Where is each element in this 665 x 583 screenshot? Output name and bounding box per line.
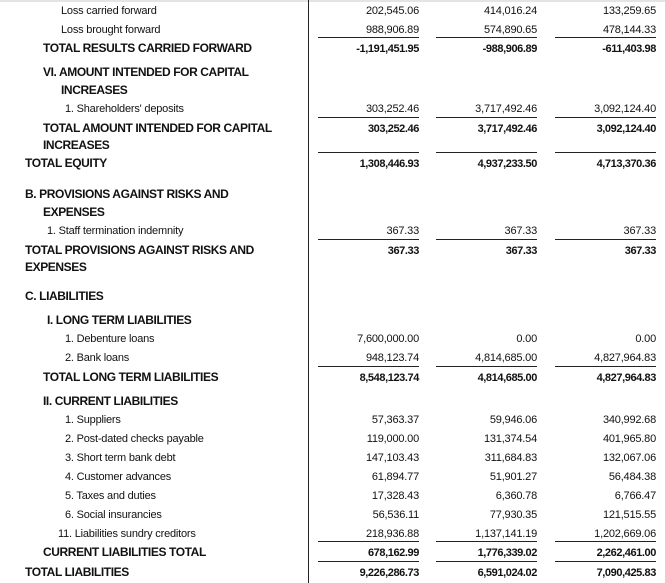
line-item-label: 1. Suppliers: [65, 414, 121, 426]
total-label: TOTAL LONG TERM LIABILITIES: [43, 370, 219, 384]
value-cell-col1: 988,906.89: [365, 24, 419, 36]
total-underline: [555, 541, 656, 542]
total-underline: [318, 561, 419, 562]
section-heading: EXPENSES: [25, 260, 87, 274]
total-underline: [318, 541, 419, 542]
section-heading: B. PROVISIONS AGAINST RISKS AND: [25, 187, 229, 201]
line-item-label: 6. Social insurancies: [65, 509, 162, 521]
value-cell-col2: 51,901.27: [489, 471, 537, 483]
value-cell-col2: 77,930.35: [489, 509, 537, 521]
total-underline: [318, 117, 419, 118]
value-cell-col1: 8,548,123.74: [359, 372, 419, 384]
value-cell-col3: 0.00: [635, 333, 656, 345]
value-cell-col3: 478,144.33: [602, 24, 656, 36]
section-heading: I. LONG TERM LIABILITIES: [47, 313, 192, 327]
value-cell-col3: 4,827,964.83: [596, 372, 656, 384]
value-cell-col2: 6,360.78: [495, 490, 537, 502]
value-cell-col3: 7,090,425.83: [596, 567, 656, 579]
value-cell-col2: 0.00: [516, 333, 537, 345]
line-item-label: 1. Debenture loans: [65, 333, 155, 345]
value-cell-col3: 121,515.55: [602, 509, 656, 521]
value-cell-col1: 218,936.88: [365, 528, 419, 540]
total-underline: [555, 366, 656, 367]
value-cell-col3: 56,484.38: [608, 471, 656, 483]
value-cell-col1: -1,191,451.95: [356, 43, 419, 55]
value-cell-col3: 3,092,124.40: [594, 103, 656, 115]
total-underline: [555, 117, 656, 118]
value-cell-col2: 574,890.65: [483, 24, 537, 36]
value-cell-col2: 131,374.54: [483, 433, 537, 445]
value-cell-col2: 4,814,685.00: [475, 352, 537, 364]
line-item-label: 4. Customer advances: [65, 471, 172, 483]
value-cell-col3: 3,092,124.40: [596, 123, 656, 135]
total-underline: [555, 561, 656, 562]
value-cell-col1: 367.33: [387, 245, 419, 257]
total-underline: [436, 561, 537, 562]
line-item-label: 1. Shareholders' deposits: [65, 103, 184, 115]
total-underline: [318, 37, 419, 38]
line-item-label: Loss carried forward: [61, 5, 157, 17]
value-cell-col3: 367.33: [624, 245, 656, 257]
section-heading: INCREASES: [61, 83, 128, 97]
value-cell-col1: 303,252.46: [367, 123, 419, 135]
value-cell-col2: 59,946.06: [489, 414, 537, 426]
value-cell-col1: 948,123.74: [365, 352, 419, 364]
value-cell-col3: 340,992.68: [602, 414, 656, 426]
total-label: TOTAL LIABILITIES: [25, 565, 129, 579]
value-cell-col3: 4,827,964.83: [594, 352, 656, 364]
value-cell-col3: 132,067.06: [602, 452, 656, 464]
value-cell-col1: 7,600,000.00: [357, 333, 419, 345]
value-cell-col1: 17,328.43: [371, 490, 419, 502]
line-item-label: 2. Bank loans: [65, 352, 130, 364]
total-underline: [436, 37, 537, 38]
value-cell-col3: 401,965.80: [602, 433, 656, 445]
line-item-label: 3. Short term bank debt: [65, 452, 176, 464]
value-cell-col2: 414,016.24: [483, 5, 537, 17]
line-item-label: Loss brought forward: [61, 24, 161, 36]
section-heading: VI. AMOUNT INTENDED FOR CAPITAL: [43, 65, 249, 79]
value-cell-col3: 6,766.47: [614, 490, 656, 502]
line-item-label: 1. Staff termination indemnity: [47, 225, 184, 237]
line-item-label: 11. Liabilities sundry creditors: [58, 528, 196, 540]
total-underline: [555, 239, 656, 240]
value-cell-col2: 4,814,685.00: [477, 372, 537, 384]
total-label: TOTAL PROVISIONS AGAINST RISKS AND: [25, 243, 254, 257]
value-cell-col2: 3,717,492.46: [475, 103, 537, 115]
value-cell-col1: 202,545.06: [365, 5, 419, 17]
value-cell-col1: 56,536.11: [372, 509, 419, 521]
section-heading: C. LIABILITIES: [25, 289, 104, 303]
total-underline: [436, 152, 537, 153]
value-cell-col2: -988,906.89: [482, 43, 537, 55]
value-cell-col1: 367.33: [386, 225, 419, 237]
value-cell-col1: 303,252.46: [365, 103, 419, 115]
value-cell-col1: 1,308,446.93: [359, 158, 419, 170]
total-underline: [555, 152, 656, 153]
total-label: CURRENT LIABILITIES TOTAL: [43, 545, 206, 559]
value-cell-col3: 133,259.65: [602, 5, 656, 17]
value-cell-col1: 147,103.43: [365, 452, 419, 464]
total-underline: [436, 541, 537, 542]
value-cell-col2: 3,717,492.46: [477, 123, 537, 135]
value-cell-col2: 367.33: [505, 245, 537, 257]
total-label: TOTAL AMOUNT INTENDED FOR CAPITAL: [43, 121, 272, 135]
total-label: TOTAL EQUITY: [25, 156, 107, 170]
value-cell-col1: 9,226,286.73: [359, 567, 419, 579]
total-underline: [436, 366, 537, 367]
value-cell-col2: 311,684.83: [484, 452, 537, 464]
value-cell-col2: 1,776,339.02: [477, 547, 537, 559]
value-cell-col3: 2,262,461.00: [596, 547, 656, 559]
line-item-label: 2. Post-dated checks payable: [65, 433, 204, 445]
value-cell-col2: 1,137,141.19: [475, 528, 537, 540]
value-cell-col3: 4,713,370.36: [596, 158, 656, 170]
value-cell-col1: 119,000.00: [366, 433, 419, 445]
value-cell-col3: 367.33: [623, 225, 656, 237]
section-heading: INCREASES: [43, 138, 110, 152]
value-cell-col3: 1,202,669.06: [594, 528, 656, 540]
total-label: TOTAL RESULTS CARRIED FORWARD: [43, 41, 252, 55]
section-heading: II. CURRENT LIABILITIES: [43, 394, 178, 408]
value-cell-col2: 6,591,024.02: [477, 567, 537, 579]
value-cell-col2: 367.33: [504, 225, 537, 237]
total-underline: [436, 239, 537, 240]
value-cell-col2: 4,937,233.50: [477, 158, 537, 170]
total-underline: [318, 152, 419, 153]
line-item-label: 5. Taxes and duties: [65, 490, 156, 502]
total-underline: [318, 366, 419, 367]
total-underline: [318, 239, 419, 240]
section-heading: EXPENSES: [43, 205, 105, 219]
value-cell-col1: 57,363.37: [371, 414, 419, 426]
value-cell-col1: 61,894.77: [371, 471, 419, 483]
value-cell-col3: -611,403.98: [602, 43, 656, 55]
value-cell-col1: 678,162.99: [367, 547, 419, 559]
total-underline: [555, 37, 656, 38]
total-underline: [436, 117, 537, 118]
top-border: [0, 0, 665, 2]
